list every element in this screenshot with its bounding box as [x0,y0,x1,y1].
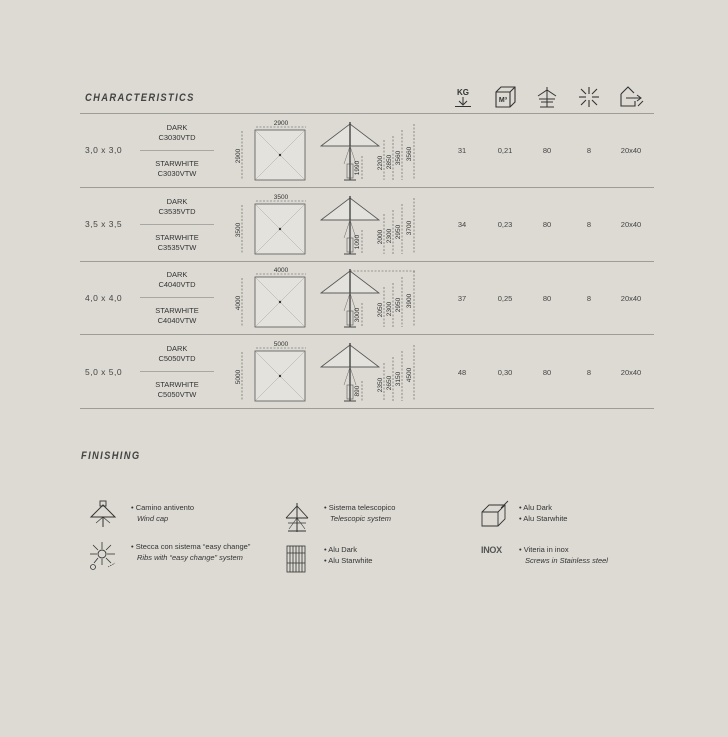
finishing-item-inox [519,544,608,566]
model-starwhite [140,159,214,179]
model-white-label: STARWHITE [155,306,199,315]
finishing-item-telescopic [324,502,395,524]
side-dimension: 2900 [235,148,242,164]
height-dimension: 3150 [395,371,402,387]
model-dark-label: DARK [166,197,188,206]
height-dimension: 2000 [377,229,384,245]
height-dimension: 2200 [377,155,384,171]
model-dark-code: C5050VTD [158,354,196,363]
finishing-item-translation: Screws in Stainless steel [525,556,608,565]
volume-value: 0,21 [497,146,513,155]
finishing-item-line: • Camino antivento [131,503,195,512]
height-dimension: 1090 [354,234,361,250]
table-bottom-rule [80,408,654,409]
pole-value: 20x40 [620,294,642,303]
plan-dimension: 5000 [273,341,289,348]
row-size: 3,0 x 3,0 [85,145,123,155]
height-dimension: 3900 [406,293,413,309]
side-dimension: 3500 [235,222,242,238]
side-dimension: 5000 [235,369,242,385]
alu-frame-icon [282,543,312,573]
model-dark-code: C4040VTD [158,280,196,289]
umbrella-side-drawing [318,194,418,258]
plan-dimension: 2900 [273,120,289,127]
pole-value: 20x40 [620,146,642,155]
model-white-code: C3030VTW [157,169,197,178]
finishing-item-line: • Alu Starwhite [324,556,373,565]
ribs-value: 8 [586,220,592,229]
ribs-icon [576,84,602,110]
finishing-item-easy-change [131,541,250,563]
model-starwhite [140,233,214,253]
weight-kg-icon [450,84,476,110]
wind-value: 80 [542,220,552,229]
height-dimension: 2300 [386,228,393,244]
finishing-item-line: • Stecca con sistema “easy change” [131,542,251,551]
inox-screws-icon: INOX [481,545,502,555]
easy-change-ribs-icon [88,541,118,571]
umbrella-side-drawing [318,120,418,184]
model-dark-label: DARK [166,344,188,353]
height-dimension: 2650 [386,375,393,391]
height-dimension: 3000 [354,307,361,323]
height-dimension: 2950 [395,224,402,240]
finishing-title: FINISHING [81,450,141,462]
plan-dimension: 3500 [273,194,289,201]
weight-value: 34 [457,220,467,229]
finishing-item-alu-frame [324,544,372,566]
weight-value: 37 [457,294,467,303]
height-dimension: 3560 [406,146,413,162]
height-dimension: 890 [354,385,361,397]
umbrella-side-drawing [318,267,418,331]
wind-value: 80 [542,294,552,303]
height-dimension: 2050 [377,302,384,318]
weight-unit-label: KG [457,88,469,97]
model-starwhite [140,380,214,400]
table-top-rule [80,113,654,114]
canopy-plan-drawing [234,264,308,330]
telescopic-system-icon [282,502,312,532]
model-dark-label: DARK [166,123,188,132]
ribs-value: 8 [586,368,592,377]
model-separator [140,150,214,151]
model-dark-code: C3030VTD [158,133,196,142]
row-size: 5,0 x 5,0 [85,367,123,377]
finishing-item-alu-profile [519,502,567,524]
row-divider [80,334,654,335]
model-white-label: STARWHITE [155,233,199,242]
pole-value: 20x40 [620,368,642,377]
canopy-plan-drawing [234,191,308,257]
volume-m3-icon [492,84,518,110]
weight-value: 31 [457,146,467,155]
pole-value: 20x40 [620,220,642,229]
height-dimension: 4500 [406,367,413,383]
weight-value: 48 [457,368,467,377]
height-dimension: 2950 [395,297,402,313]
model-dark-code: C3535VTD [158,207,196,216]
row-divider [80,261,654,262]
model-dark [140,270,214,290]
finishing-item-line: • Sistema telescopico [324,503,396,512]
model-dark [140,123,214,143]
model-separator [140,297,214,298]
wind-cap-icon [88,499,118,529]
canopy-plan-drawing [234,117,308,183]
ribs-value: 8 [586,146,592,155]
height-dimension: 2350 [377,377,384,393]
umbrella-side-drawing [318,341,418,405]
characteristics-title: CHARACTERISTICS [85,92,195,104]
finishing-item-line: • Alu Dark [519,503,553,512]
finishing-item-wind-cap [131,502,194,524]
model-white-label: STARWHITE [155,159,199,168]
finishing-item-translation: Wind cap [137,514,169,523]
wind-resistance-icon [534,84,560,110]
ribs-value: 8 [586,294,592,303]
side-dimension: 4000 [235,295,242,311]
model-dark-label: DARK [166,270,188,279]
aluminium-profile-icon [479,500,509,530]
model-separator [140,371,214,372]
model-white-code: C5050VTW [157,390,197,399]
height-dimension: 1990 [354,160,361,176]
height-dimension: 2850 [386,154,393,170]
row-size: 4,0 x 4,0 [85,293,123,303]
plan-dimension: 4000 [273,267,289,274]
model-white-code: C4040VTW [157,316,197,325]
model-starwhite [140,306,214,326]
height-dimension: 2300 [386,301,393,317]
volume-value: 0,30 [497,368,513,377]
finishing-item-line: • Alu Dark [324,545,358,554]
model-dark [140,344,214,364]
model-white-code: C3535VTW [157,243,197,252]
model-white-label: STARWHITE [155,380,199,389]
volume-unit-label: M³ [498,97,508,104]
volume-value: 0,25 [497,294,513,303]
finishing-item-translation: Ribs with “easy change” system [137,553,243,562]
finishing-item-line: • Alu Starwhite [519,514,568,523]
model-separator [140,224,214,225]
height-dimension: 3560 [395,150,402,166]
pole-section-icon [618,84,644,110]
row-size: 3,5 x 3,5 [85,219,123,229]
height-dimension: 3700 [406,220,413,236]
model-dark [140,197,214,217]
canopy-plan-drawing [234,338,308,404]
wind-value: 80 [542,368,552,377]
wind-value: 80 [542,146,552,155]
finishing-item-line: • Viteria in inox [519,545,569,554]
row-divider [80,187,654,188]
volume-value: 0,23 [497,220,513,229]
finishing-item-translation: Telescopic system [330,514,391,523]
